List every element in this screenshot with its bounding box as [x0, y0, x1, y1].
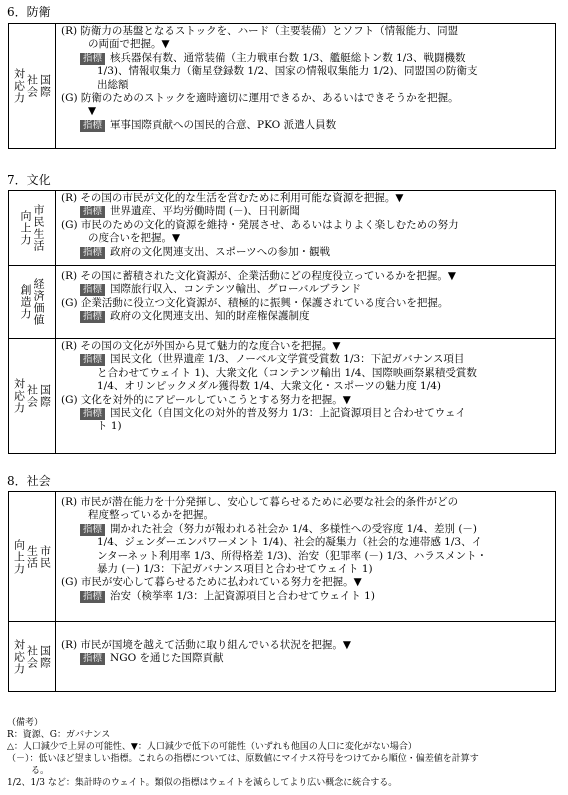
indicator-badge: 指標: [80, 311, 105, 323]
indicator-badge: 指標: [80, 408, 105, 420]
indicator-badge: 指標: [80, 354, 105, 366]
note-line: る。: [31, 766, 50, 776]
indicator-badge: 指標: [80, 591, 105, 603]
row-label: 国際 社会 対応力: [9, 24, 56, 148]
indicator-badge: 指標: [80, 120, 105, 132]
row-label: 市民 生活 向上力: [9, 492, 56, 621]
notes-title: （備考）: [7, 718, 44, 728]
row-content: (R) 市民が国境を越えて活動に取り組んでいる状況を把握。▼ 指標 NGO を通じた国際貢献: [61, 639, 352, 665]
culture-table: [8, 190, 556, 454]
row-label: 経済価値 創造力: [9, 266, 56, 338]
defense-row-international: [9, 24, 555, 148]
indicator-badge: 指標: [80, 247, 105, 259]
society-row-international: [9, 621, 555, 691]
row-label: 市民生活 向上力: [9, 191, 56, 265]
society-row-civic: [9, 492, 555, 621]
section-heading-culture: 7．文化: [7, 173, 51, 187]
section-heading-defense: 6．防衛: [7, 5, 51, 19]
note-line: △：人口減少で上昇の可能性、▼：人口減少で低下の可能性（いずれも他国の人口に変化がない場合）: [7, 742, 417, 752]
indicator-badge: 指標: [80, 524, 105, 536]
society-table: [8, 491, 556, 692]
row-content: (R) その国の文化が外国から見て魅力的な度合いを把握。▼ 指標 国民文化（世界遺産 1/3、ノーベル文学賞受賞数 1/3：下記ガバナンス項目 と合わせてウェイト 1)、大衆文化（コンテンツ輸出 1/4、国際映画祭累積受賞数 1/4、オリンピックメダル獲得数 1/4、大衆文化・スポーツの魅力度 1/4) (G) 文化を対外的にアピールしていこうとする努力を把握。▼ 指標 国民文化（自国文化の対外的普及努力 1/3：上記資源項目と合わせてウェイ ト 1): [61, 340, 477, 433]
row-content: (R) その国の市民が文化的な生活を営むために利用可能な資源を把握。▼ 指標 世界遺産、平均労働時間 (－)、日刊新聞 (G) 市民のための文化的資源を維持・発展させ、あるいはよりよく楽しむための努力 の度合いを把握。▼ 指標 政府の文化関連支出、スポーツへの参加・観戦: [61, 192, 459, 258]
indicator-badge: 指標: [80, 653, 105, 665]
indicator-badge: 指標: [80, 284, 105, 296]
note-line: 1/2、1/3 など：集計時のウェイト。類似の指標はウェイトを減らしてより広い概念に統合する。: [7, 778, 398, 788]
governance-line: (G) 防衛のためのストックを適時適切に運用できるか、あるいはできそうかを把握。: [61, 91, 459, 104]
culture-row-international: [9, 338, 555, 453]
row-label: 国際 社会 対応力: [9, 339, 56, 453]
defense-table: [8, 23, 556, 149]
culture-row-civic: [9, 191, 555, 265]
note-line: R：資源、G：ガバナンス: [7, 730, 111, 740]
row-label: 国際 社会 対応力: [9, 622, 56, 691]
note-line: （－）：低いほど望ましい指標。これらの指標については、原数値にマイナス符号をつけてから順位・偏差値を計算す: [7, 754, 479, 764]
culture-row-economic: [9, 265, 555, 338]
row-content: (R) その国に蓄積された文化資源が、企業活動にどの程度役立っているかを把握。▼ 指標 国際旅行収入、コンテンツ輸出、グローバルブランド (G) 企業活動に役立つ文化資源が、積極的に振興・保護されている度合いを把握。 指標 政府の文化関連支出、知的財産権保護制度: [61, 270, 457, 323]
row-content: (R) 防衛力の基盤となるストックを、ハード（主要装備）とソフト（情報能力、同盟 の両面で把握。▼ 指標 核兵器保有数、通常装備（主力戦車台数 1/3、艦艇総トン数 1/3、戦闘機数 1/3)、情報収集力（衛星登録数 1/2、国家の情報収集能力 1/2)、同盟国の防衛支 出総額 (G) 防衛のためのストックを適時適切に運用できるか、あるいはできそうかを把握。 ▼ 指標 軍事国際貢献への国民的合意、PKO 派遣人員数: [61, 25, 552, 132]
notes: [7, 717, 479, 789]
section-heading-society: 8．社会: [7, 474, 51, 488]
resource-line: (R) 防衛力の基盤となるストックを、ハード（主要装備）とソフト（情報能力、同盟: [61, 25, 459, 37]
indicator-badge: 指標: [80, 53, 105, 65]
indicator-badge: 指標: [80, 206, 105, 218]
row-content: (R) 市民が潜在能力を十分発揮し、安心して暮らせるために必要な社会的条件がどの 程度整っているかを把握。 指標 開かれた社会（努力が報われる社会か 1/4、多様性への受容度 1/4、差別 (－) 1/4、ジェンダーエンパワーメント 1/4)、社会的凝集力（社会的な連帯感 1/3、イ ンターネット利用率 1/3、所得格差 1/3)、治安（犯罪率 (－) 1/3、ハラスメント・ 暴力 (－) 1/3：下記ガバナンス項目と合わせてウェイト 1) (G) 市民が安心して暮らせるために払われている努力を把握。▼ 指標 治安（検挙率 1/3：上記資源項目と合わせてウェイト 1): [61, 496, 488, 602]
